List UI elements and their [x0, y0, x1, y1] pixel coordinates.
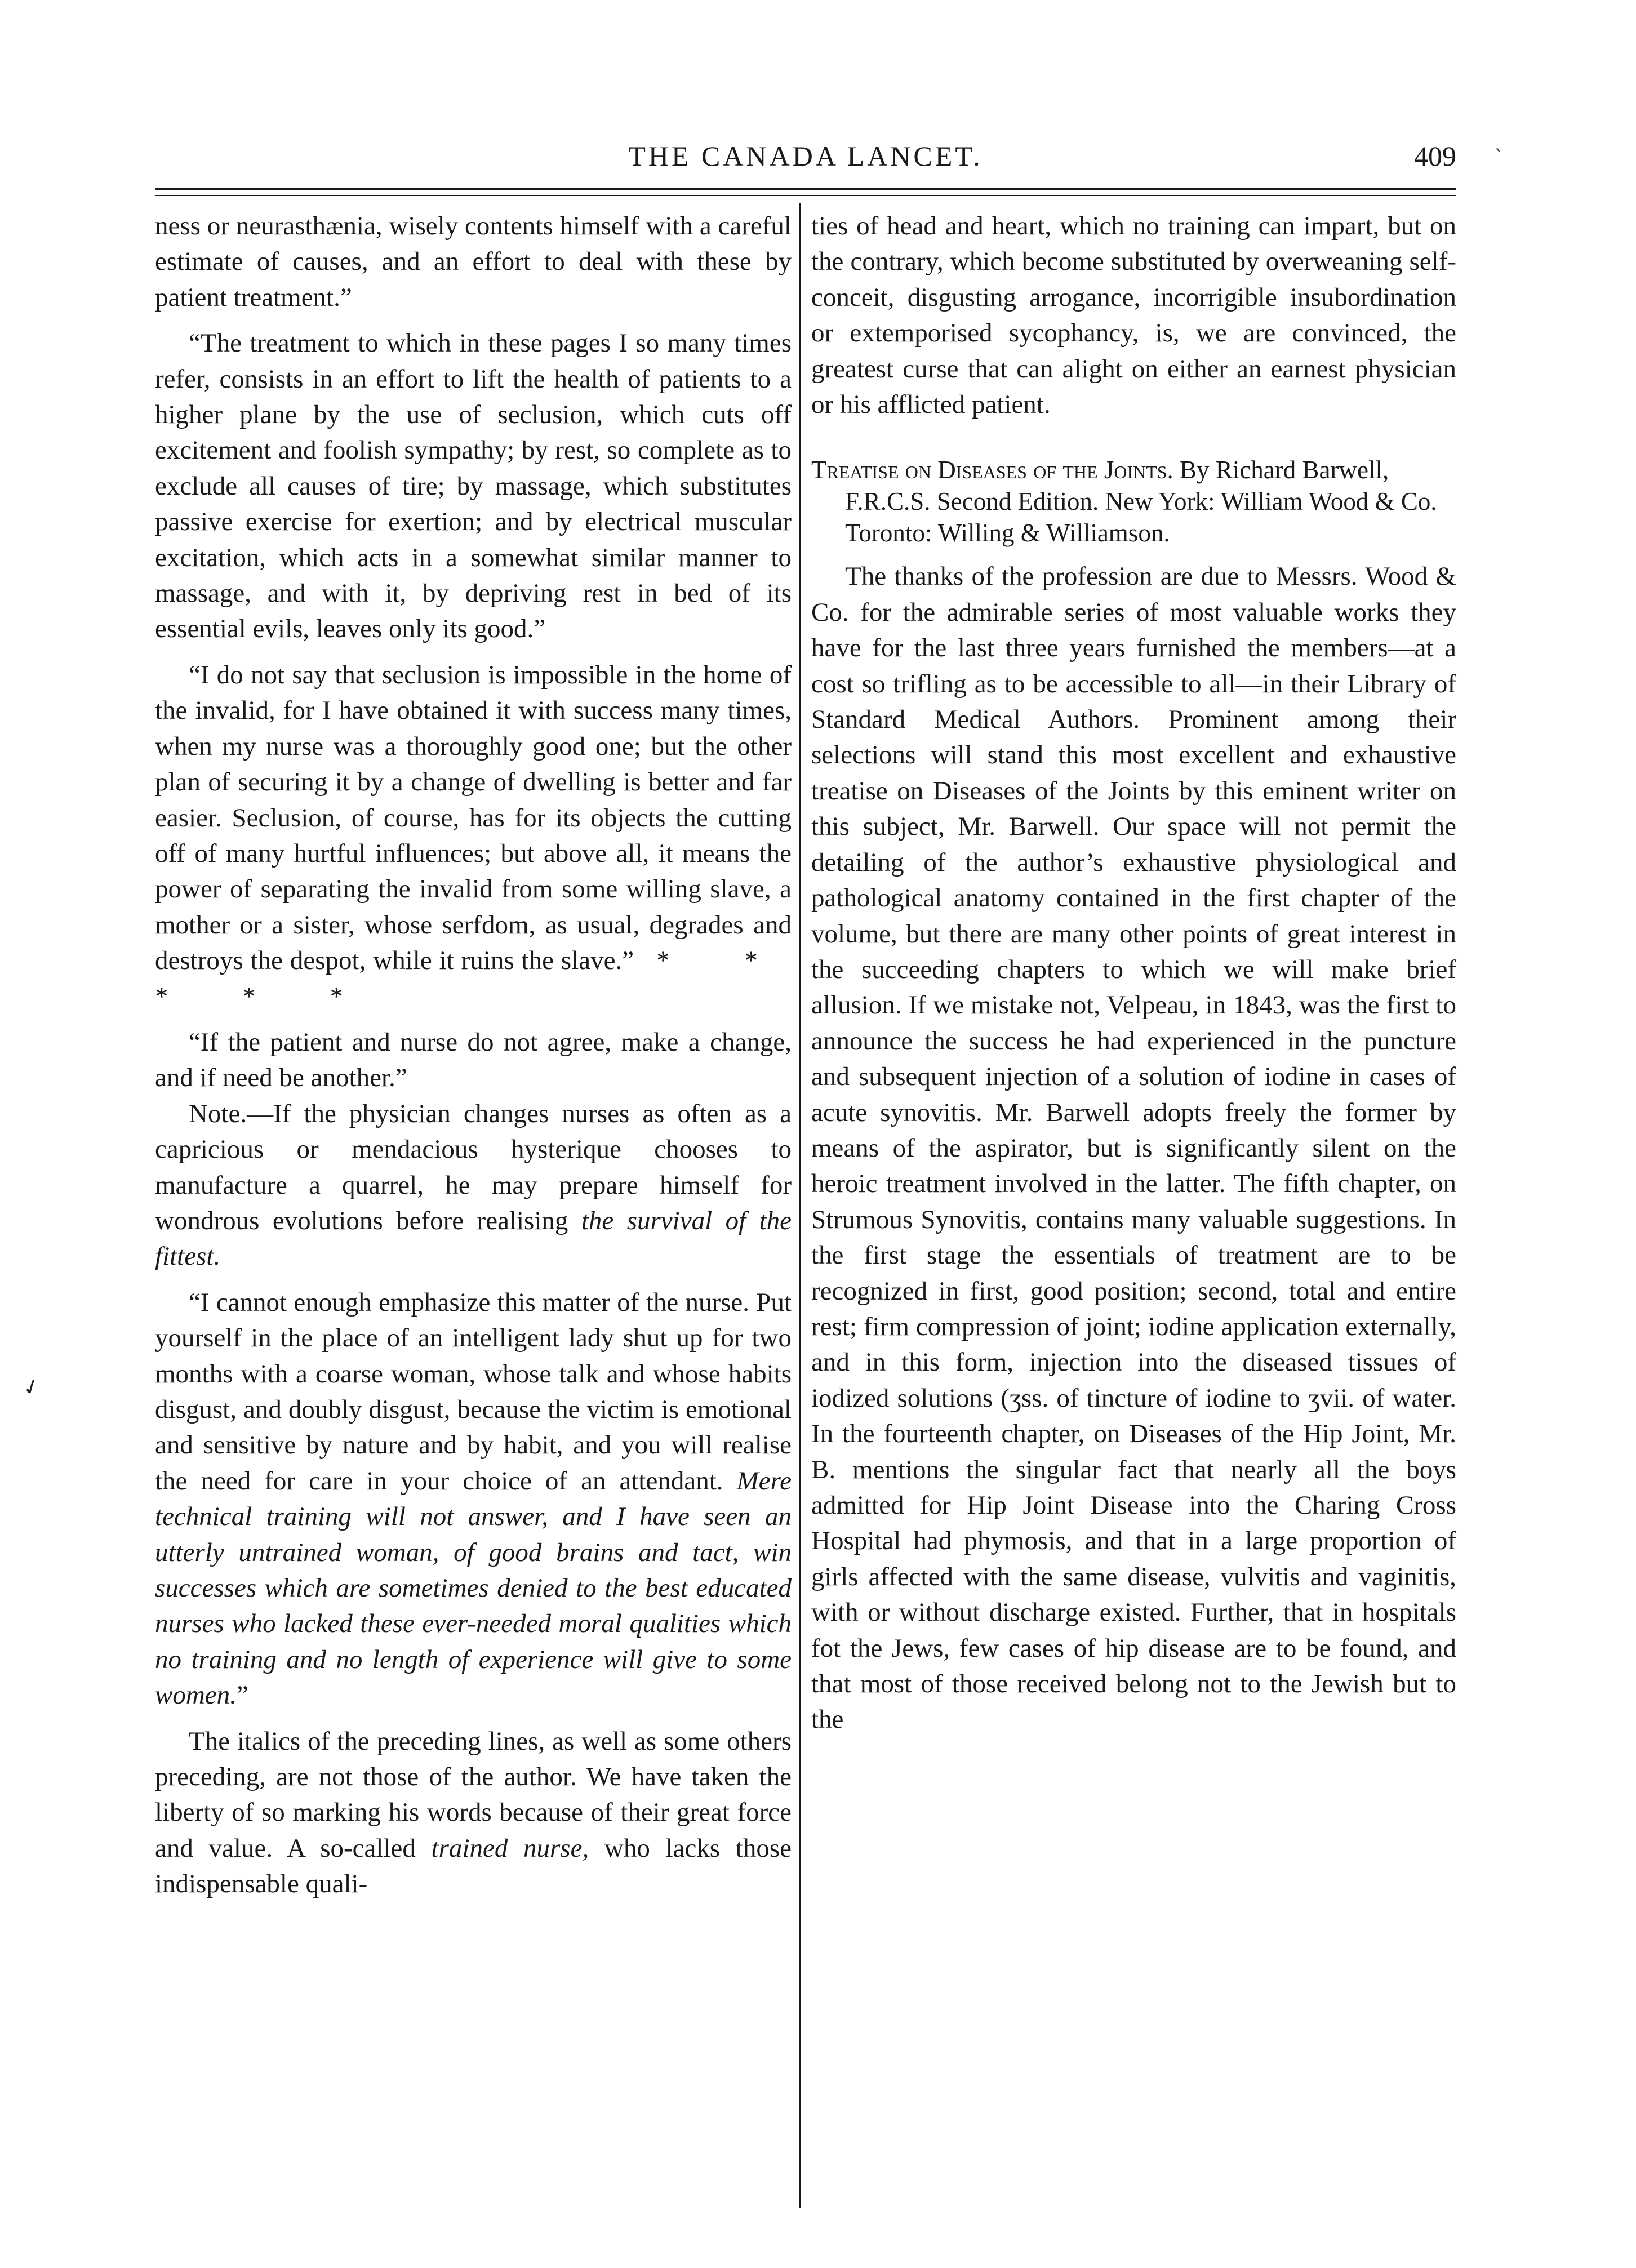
review-citation: By Richard Barwell, F.R.C.S. Second Edition. New York: William Wood & Co. Toronto: Willing & Williamson.	[845, 456, 1437, 548]
paragraph: ties of head and heart, which no training can impart, but on the contrary, which become substituted by overweaning self-conceit, disgusting arrogance, incorrigible insubordination or extemporised sycophancy, is, we are convinced, the greatest curse that can alight on either an earnest physician or his afflicted patient.	[811, 211, 1456, 420]
paragraph	[155, 1096, 792, 1275]
paragraph-text: The italics of the preceding lines, as well as some others preceding, are not those of the author. We have taken the liberty of so marking his words because of their great force and value. A so-called	[155, 1726, 792, 1863]
right-column	[811, 208, 1456, 1738]
ellipsis-stars: * * * * *	[155, 946, 792, 1011]
page-number: 409	[1414, 140, 1456, 172]
paragraph-text: who lacks those indispensable quali-	[155, 1833, 792, 1899]
italic-passage: Mere technical training will not answer, and I have seen an utterly untrained woman, of good brains and tact, win successes which are sometimes denied to the best educated nurses who lacked these ever-needed moral qualities which no training and no length of experience will give to some women.	[155, 1466, 792, 1710]
paragraph-text: “I do not say that seclusion is impossible in the home of the invalid, for I have obtained it with success many times, when my nurse was a thoroughly good one; but the other plan of securing it by a change of dwelling is better and far easier. Seclusion, of course, has for its objects the cutting off of many hurtful influences; but above all, it means the power of separating the invalid from some willing slave, a mother or a sister, whose serfdom, as usual, degrades and destroys the despot, while it ruins the slave.”	[155, 660, 792, 976]
paragraph: The thanks of the profession are due to Messrs. Wood & Co. for the admirable series of most valuable works they have for the last three years furnished the members—at a cost so trifling as to be accessible to all—in their Library of Standard Medical Authors. Prominent among their selections will stand this most excellent and exhaustive treatise on Diseases of the Joints by this eminent writer on this subject, Mr. Barwell. Our space will not permit the detailing of the author’s exhaustive physiological and pathological anatomy contained in the first chapter of the volume, but there are many other points of great interest in the succeeding chapters to which we will make brief allusion. If we mistake not, Velpeau, in 1843, was the first to announce the success he had experienced in the puncture and subsequent injection of a solution of iodine in cases of acute synovitis. Mr. Barwell adopts freely the former by means of the aspirator, but is significantly silent on the heroic treatment involved in the latter. The fifth chapter, on Strumous Synovitis, contains many valuable suggestions. In the first stage the essentials of treatment are to be recognized in first, good position; second, total and entire rest; firm compression of joint; iodine application externally, and in this form, injection into the diseased tissues of iodized solutions (ʒss. of tincture of iodine to ʒvii. of water. In the fourteenth chapter, on Diseases of the Hip Joint, Mr. B. mentions the singular fact that nearly all the boys admitted for Hip Joint Disease into the Charing Cross Hospital had phymosis, and that in a large proportion of girls affected with the same disease, vulvitis and vaginitis, with or without discharge existed. Further, that in hospitals fot the Jews, few cases of hip disease are to be found, and that most of those received belong not to the Jewish but to the	[811, 562, 1456, 1735]
review-title: Treatise on Diseases of the Joints.	[811, 456, 1173, 484]
paragraph: ness or neurasthænia, wisely contents himself with a careful estimate of causes, and an effort to deal with these by patient treatment.”	[155, 211, 792, 312]
paragraph: “If the patient and nurse do not agree, make a change, and if need be another.”	[155, 1027, 792, 1093]
paragraph	[155, 1724, 792, 1902]
italic-phrase: the survival of the fittest.	[155, 1206, 792, 1271]
paragraph	[155, 657, 792, 1015]
header-rule-bottom	[155, 195, 1456, 196]
running-head	[155, 140, 1456, 185]
paragraph	[155, 1285, 792, 1714]
column-divider	[799, 203, 801, 2208]
left-column	[155, 208, 792, 1902]
paragraph: “The treatment to which in these pages I so many times refer, consists in an effort to lift the health of patients to a higher plane by the use of seclusion, which cuts off excitement and foolish sympathy; by rest, so complete as to exclude all causes of tire; by massage, which substitutes passive exercise for exertion; and by electrical muscular excitation, which acts in a somewhat similar manner to massage, and with it, by depriving rest in bed of its essential evils, leaves only its good.”	[155, 328, 792, 644]
corner-tick-mark: ˎ	[1495, 132, 1503, 152]
journal-title: THE CANADA LANCET.	[628, 140, 983, 172]
review-heading	[811, 454, 1456, 549]
italic-phrase: trained nurse,	[431, 1833, 589, 1863]
header-rule-top	[155, 188, 1456, 190]
margin-tick-mark: ✓	[19, 1372, 45, 1402]
closing-quote: ”	[236, 1680, 248, 1710]
paragraph-text: Note.—If the physician changes nurses as often as a capricious or mendacious hysterique chooses to manufacture a quarrel, he may prepare himself for wondrous evolutions before realising	[155, 1099, 792, 1235]
paragraph-text: “I cannot enough emphasize this matter of the nurse. Put yourself in the place of an intelligent lady shut up for two months with a coarse woman, whose talk and whose habits disgust, and doubly disgust, because the victim is emotional and sensitive by nature and by habit, and you will realise the need for care in your choice of an attendant.	[155, 1287, 792, 1496]
